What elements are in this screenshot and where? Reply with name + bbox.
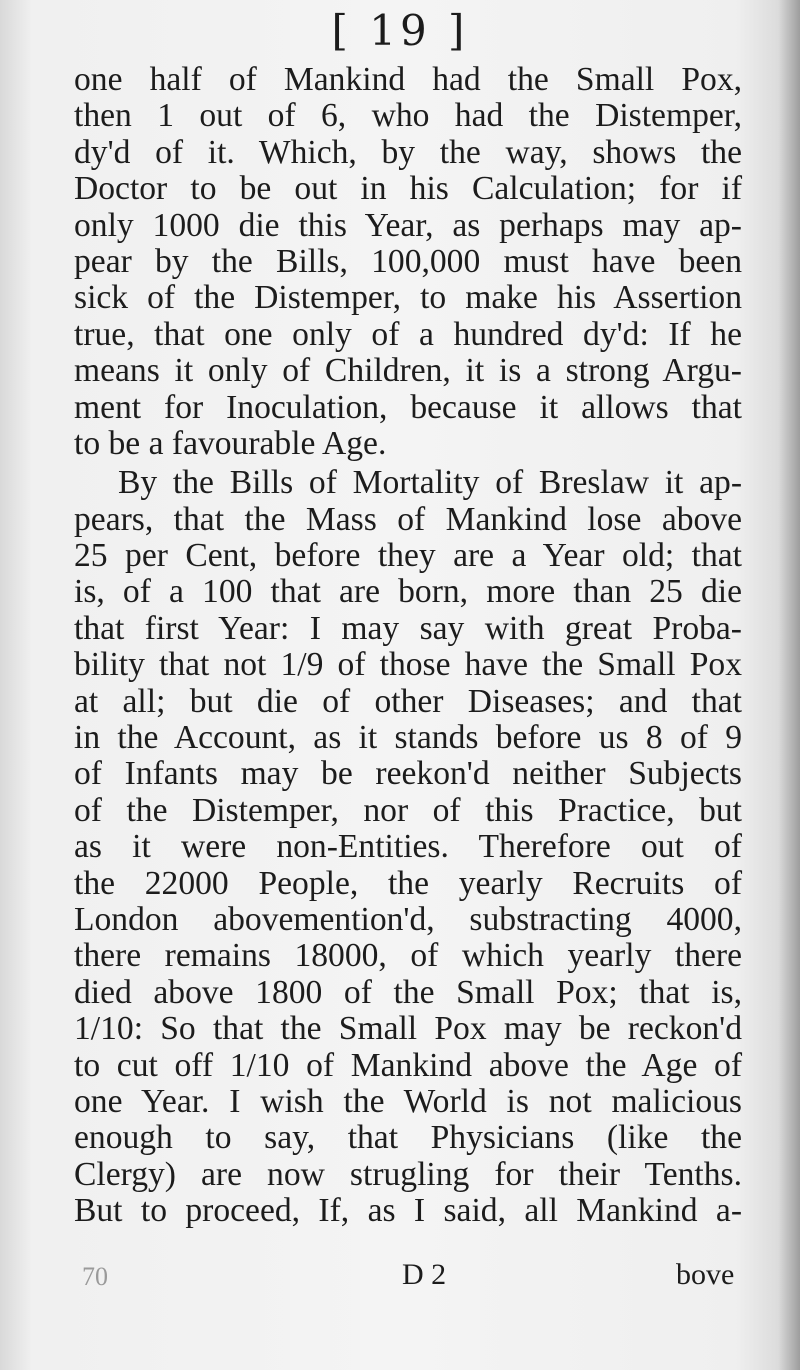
page-footer [0,1258,800,1294]
text-line: at all; but die of other Diseases; and that [74,682,742,720]
catchword: bove [676,1258,735,1291]
text-line: ment for Inoculation, because it allows that [74,388,742,426]
text-line: But to proceed, If, as I said, all Mankind a- [74,1192,742,1230]
signature-mark: D 2 [402,1258,447,1291]
text-line: to be a favourable Age. [74,424,387,462]
text-line: one half of Mankind had the Small Pox, [74,61,742,98]
text-line: in the Account, as it stands before us 8 of 9 [74,719,742,757]
text-line: means it only of Children, it is a strong Argu- [74,352,742,390]
text-line: of the Distemper, nor of this Practice, but [74,791,742,829]
text-line: to cut off 1/10 of Mankind above the Age of [74,1046,742,1084]
text-line: 25 per Cent, before they are a Year old; that [74,537,742,575]
text-line: sick of the Distemper, to make his Assertion [74,279,742,317]
text-line: London abovemention'd, substracting 4000, [74,900,742,938]
text-line: pear by the Bills, 100,000 must have been [74,242,742,280]
text-line: Clergy) are now strugling for their Tenths. [74,1155,742,1193]
margin-mark: 70 [82,1262,108,1291]
text-line: Doctor to be out in his Calculation; for if [74,170,742,208]
text-line: of Infants may be reekon'd neither Subjects [74,755,742,793]
text-line: one Year. I wish the World is not malicious [74,1082,742,1120]
text-line: is, of a 100 that are born, more than 25 die [74,573,742,611]
body-text [74,62,742,1230]
text-line: only 1000 die this Year, as perhaps may ap- [74,206,742,244]
text-line: as it were non-Entities. Therefore out of [74,828,742,866]
text-line: true, that one only of a hundred dy'd: If he [74,315,742,353]
text-line: By the Bills of Mortality of Breslaw it ap- [118,464,742,502]
text-line: then 1 out of 6, who had the Distemper, [74,97,742,135]
text-line: died above 1800 of the Small Pox; that is, [74,973,742,1011]
text-line: 1/10: So that the Small Pox may be reckon'd [74,1010,742,1048]
text-line: there remains 18000, of which yearly there [74,937,742,975]
page-edge-shadow [778,0,800,1370]
page-number: [ 19 ] [331,6,469,55]
text-line: enough to say, that Physicians (like the [74,1119,742,1157]
text-line: pears, that the Mass of Mankind lose above [74,500,742,538]
text-line: the 22000 People, the yearly Recruits of [74,864,742,902]
text-line: bility that not 1/9 of those have the Small Pox [74,646,742,684]
text-line: that first Year: I may say with great Proba- [74,609,742,647]
text-line: dy'd of it. Which, by the way, shows the [74,133,742,171]
